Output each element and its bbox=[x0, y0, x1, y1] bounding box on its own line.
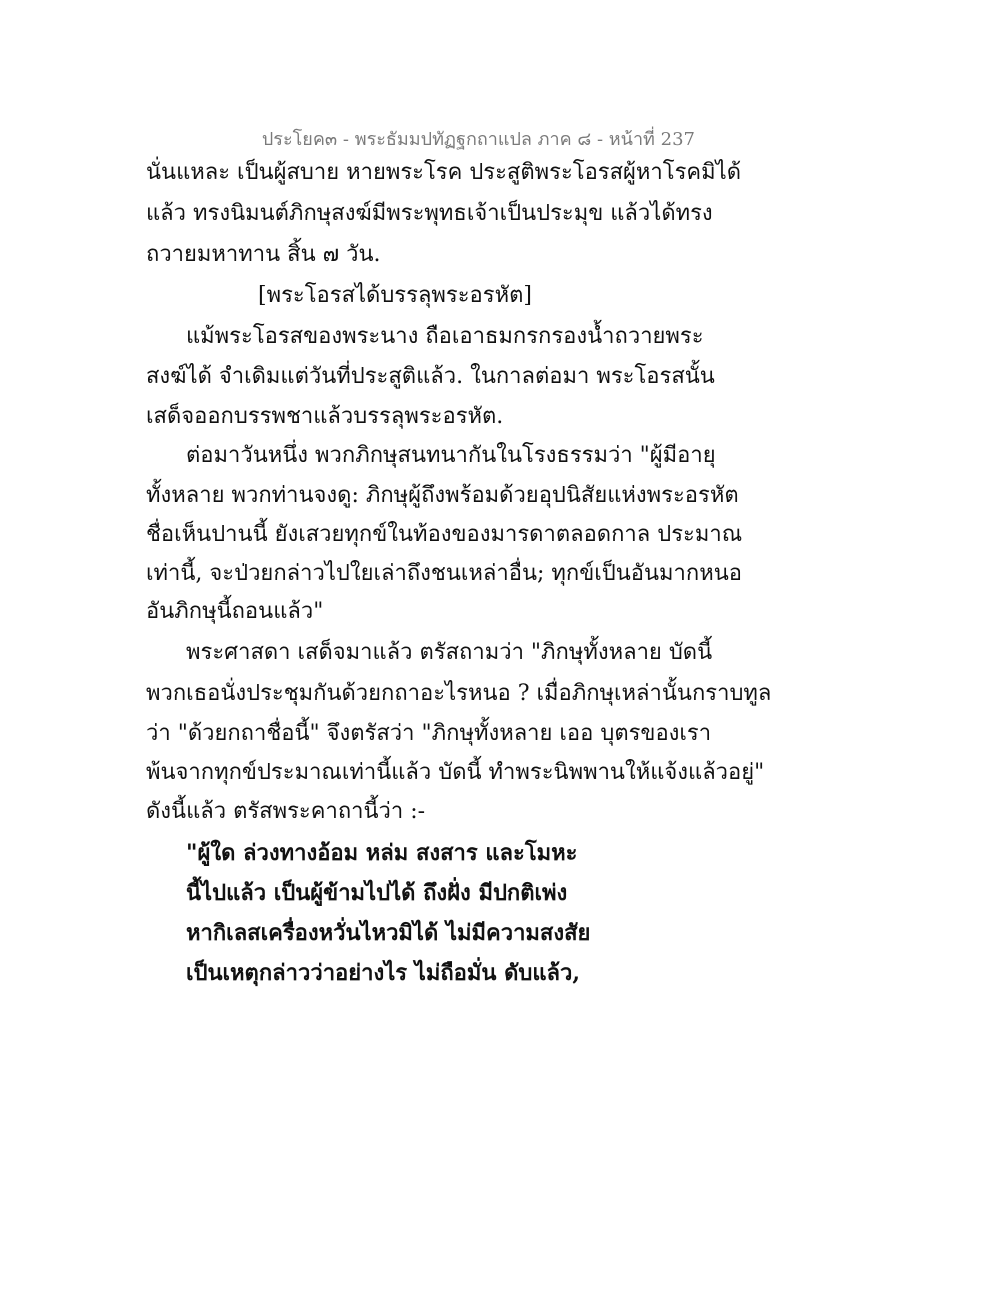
body-line: แม้พระโอรสของพระนาง ถือเอาธมกรกรองน้ำถวายพระ bbox=[186, 324, 704, 349]
body-line: นั่นแหละ เป็นผู้สบาย หายพระโรค ประสูติพระโอรสผู้หาโรคมิได้ bbox=[146, 160, 741, 185]
verse-line: นี้ไปแล้ว เป็นผู้ข้ามไปได้ ถึงฝั่ง มีปกติเพ่ง bbox=[186, 880, 568, 906]
body-line: พระศาสดา เสด็จมาแล้ว ตรัสถามว่า "ภิกษุทั้งหลาย บัดนี้ bbox=[186, 640, 713, 665]
body-line: อันภิกษุนี้ถอนแล้ว" bbox=[146, 599, 324, 624]
body-line: ถวายมหาทาน สิ้น ๗ วัน. bbox=[146, 242, 381, 267]
section-heading: [พระโอรสได้บรรลุพระอรหัต] bbox=[258, 283, 532, 308]
body-line: ทั้งหลาย พวกท่านจงดู: ภิกษุผู้ถึงพร้อมด้วยอุปนิสัยแห่งพระอรหัต bbox=[146, 483, 739, 508]
body-line: พวกเธอนั่งประชุมกันด้วยกถาอะไรหนอ ? เมื่อภิกษุเหล่านั้นกราบทูล bbox=[146, 681, 772, 706]
body-line: สงฆ์ได้ จำเดิมแต่วันที่ประสูติแล้ว. ในกาลต่อมา พระโอรสนั้น bbox=[146, 364, 715, 389]
verse-line: "ผู้ใด ล่วงทางอ้อม หล่ม สงสาร และโมหะ bbox=[186, 840, 578, 866]
body-line: ต่อมาวันหนึ่ง พวกภิกษุสนทนากันในโรงธรรมว่า "ผู้มีอายุ bbox=[186, 443, 716, 468]
body-line: ชื่อเห็นปานนี้ ยังเสวยทุกข์ในท้องของมารดาตลอดกาล ประมาณ bbox=[146, 522, 743, 547]
body-line: ว่า "ด้วยกถาชื่อนี้" จึงตรัสว่า "ภิกษุทั้งหลาย เออ บุตรของเรา bbox=[146, 721, 712, 746]
page-header: ประโยค๓ - พระธัมมปทัฏฐกถาแปล ภาค ๘ - หน้าที่ 237 bbox=[261, 129, 695, 150]
verse-line: เป็นเหตุกล่าวว่าอย่างไร ไม่ถือมั่น ดับแล้ว, bbox=[186, 960, 581, 986]
body-line: ดังนี้แล้ว ตรัสพระคาถานี้ว่า :- bbox=[146, 799, 426, 824]
verse-line: หากิเลสเครื่องหวั่นไหวมิได้ ไม่มีความสงสัย bbox=[186, 920, 591, 946]
body-line: พ้นจากทุกข์ประมาณเท่านี้แล้ว บัดนี้ ทำพระนิพพานให้แจ้งแล้วอยู่" bbox=[146, 760, 765, 785]
body-line: แล้ว ทรงนิมนต์ภิกษุสงฆ์มีพระพุทธเจ้าเป็นประมุข แล้วได้ทรง bbox=[146, 201, 713, 226]
body-line: เสด็จออกบรรพชาแล้วบรรลุพระอรหัต. bbox=[146, 404, 504, 429]
body-line: เท่านี้, จะป่วยกล่าวไปใยเล่าถึงชนเหล่าอื่น; ทุกข์เป็นอันมากหนอ bbox=[146, 561, 742, 586]
